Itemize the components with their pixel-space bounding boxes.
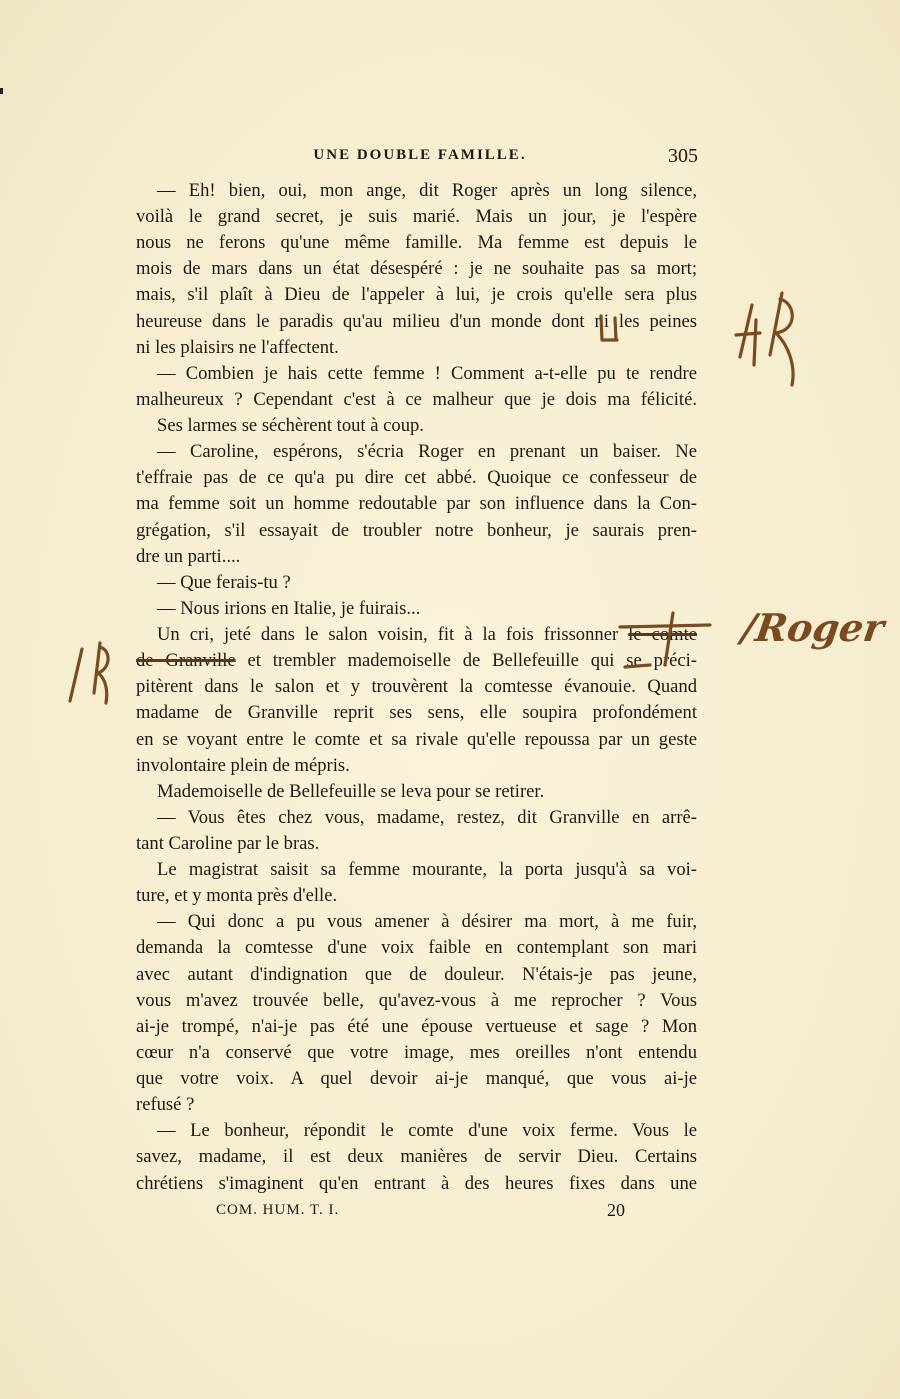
line-text: et trembler mademoiselle de Bellefeuille qui se préci- (235, 650, 697, 672)
line-text: ture, et y monta près d'elle. (136, 885, 338, 907)
text-line (136, 753, 697, 779)
text-line (157, 909, 697, 935)
line-text: — Combien je hais cette femme ! Comment a-t-elle pu te rendre (157, 362, 697, 384)
strikethrough-insertion-mark (615, 605, 715, 675)
line-text: Le magistrat saisit sa femme mourante, la porta jusqu'à sa voi- (157, 859, 697, 881)
line-text: ai-je trompé, n'ai-je pas été une épouse vertueuse et sage ? Mon (136, 1015, 697, 1037)
text-line (157, 361, 697, 387)
line-text: — Qui donc a pu vous amener à désirer ma mort, à me fuir, (157, 911, 697, 933)
text-line (157, 857, 697, 883)
text-line (136, 465, 697, 491)
footer-signature-number: 20 (607, 1200, 625, 1220)
text-line (157, 178, 697, 204)
line-text: madame de Granville reprit ses sens, elle soupira profondément (136, 702, 697, 724)
line-text: pitèrent dans le salon et y trouvèrent la comtesse évanouie. Quand (136, 676, 697, 698)
line-text: Ses larmes se séchèrent tout à coup. (157, 415, 424, 437)
text-line (136, 1066, 697, 1092)
line-text: que votre voix. A quel devoir ai-je manqué, que vous ai-je (136, 1068, 697, 1090)
line-text: vous m'avez trouvée belle, qu'avez-vous à me reprocher ? Vous (136, 989, 697, 1011)
line-text: cœur n'a conservé que votre image, mes oreilles n'ont entendu (136, 1041, 697, 1063)
struck-text: le comte (628, 624, 698, 646)
handwritten-margin-mark-roger: /Roger (738, 605, 887, 650)
line-text: — Que ferais-tu ? (157, 571, 291, 593)
line-text: savez, madame, il est deux manières de servir Dieu. Certains (136, 1146, 697, 1168)
text-line (157, 570, 697, 596)
line-text: refusé ? (136, 1094, 195, 1116)
handwritten-correction-ni (595, 310, 625, 350)
line-text: t'effraie pas de ce qu'a pu dire cet abbé. Quoique ce confesseur de (136, 467, 697, 489)
line-text: voilà le grand secret, je suis marié. Mais un jour, je l'espère (136, 206, 697, 228)
line-text: avec autant d'indignation que de douleur. N'étais-je pas jeune, (136, 963, 697, 985)
footer-signature: COM. HUM. T. I. (216, 1202, 340, 1218)
handwritten-margin-mark-4R (730, 285, 810, 395)
handwritten-margin-mark-R (60, 635, 120, 715)
running-title: UNE DOUBLE FAMILLE. (313, 147, 527, 163)
text-line (136, 883, 697, 909)
text-line (136, 230, 697, 256)
line-text: heureuse dans le paradis qu'au milieu d'un monde dont ni les peines (136, 310, 697, 332)
line-text: nous ne ferons qu'une même famille. Ma femme est depuis le (136, 232, 697, 254)
text-line (136, 831, 697, 857)
text-line (157, 779, 697, 805)
line-text: ni les plaisirs ne l'affectent. (136, 336, 339, 358)
text-line (136, 1144, 697, 1170)
text-line (136, 1014, 697, 1040)
text-line (136, 204, 697, 230)
text-line (157, 413, 697, 439)
line-text: tant Caroline par le bras. (136, 833, 320, 854)
text-line (136, 1040, 697, 1066)
line-text: Mademoiselle de Bellefeuille se leva pour se retirer. (157, 780, 545, 802)
line-text: — Caroline, espérons, s'écria Roger en prenant un baiser. Ne (157, 441, 697, 463)
line-text: involontaire plein de mépris. (136, 754, 350, 776)
text-line (136, 1171, 697, 1197)
text-line (136, 544, 697, 570)
page-number: 305 (668, 145, 698, 167)
text-line (136, 491, 697, 517)
text-line (136, 962, 697, 988)
line-text: — Le bonheur, répondit le comte d'une voix ferme. Vous le (157, 1120, 697, 1142)
text-line (157, 1118, 697, 1144)
text-line (136, 935, 697, 961)
text-line (136, 674, 697, 700)
line-text: chrétiens s'imaginent qu'en entrant à des heures fixes dans une (136, 1172, 697, 1194)
text-line (136, 727, 697, 753)
scan-mark (0, 88, 3, 94)
line-text: — Vous êtes chez vous, madame, restez, dit Granville en arrê- (157, 806, 697, 828)
line-text: grégation, s'il essayait de troubler notre bonheur, je saurais pren- (136, 519, 697, 541)
text-line (136, 1092, 697, 1118)
line-text: ma femme soit un homme redoutable par son influence dans la Con- (136, 493, 697, 515)
line-text: — Eh! bien, oui, mon ange, dit Roger après un long silence, (157, 180, 697, 201)
line-text: en se voyant entre le comte et sa rivale qu'elle repoussa par un geste (136, 728, 697, 750)
line-text: demanda la comtesse d'une voix faible en contemplant son mari (136, 937, 697, 959)
text-line (136, 282, 697, 308)
text-line (136, 700, 697, 726)
text-line (136, 387, 697, 413)
line-text: dre un parti.... (136, 545, 241, 567)
line-text: — Nous irions en Italie, je fuirais... (157, 597, 421, 619)
line-text: Un cri, jeté dans le salon voisin, fit à la fois frissonner (157, 624, 629, 646)
text-line (157, 805, 697, 831)
line-text: mois de mars dans un état désespéré : je ne souhaite pas sa mort; (136, 258, 697, 280)
line-text: malheureux ? Cependant c'est à ce malheur que je dois ma félicité. (136, 388, 697, 410)
text-line (136, 518, 697, 544)
text-line (157, 439, 697, 465)
line-text: mais, s'il plaît à Dieu de l'appeler à lui, je crois qu'elle sera plus (136, 284, 697, 306)
struck-text: de Granville (136, 650, 236, 672)
text-line (136, 648, 697, 674)
text-line (136, 988, 697, 1014)
text-line (136, 256, 697, 282)
